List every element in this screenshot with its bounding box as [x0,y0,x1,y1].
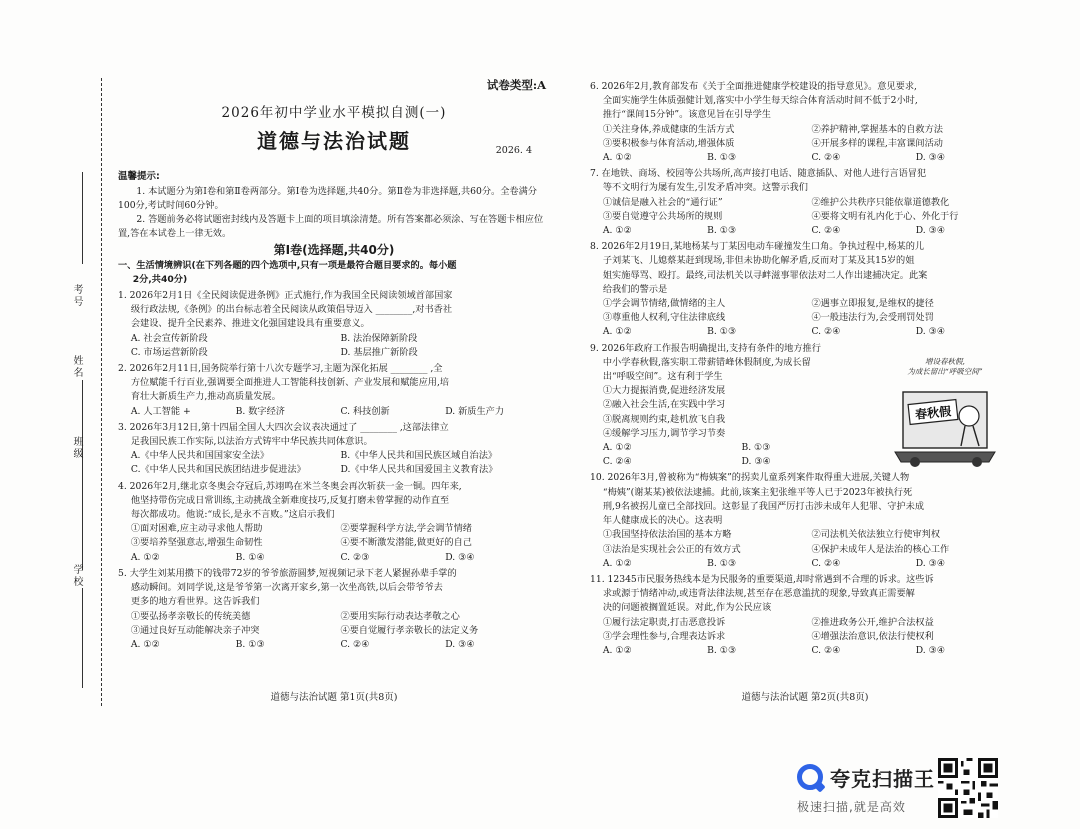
option-row [590,123,1020,137]
paper-type: 试卷类型:A [486,78,546,92]
option-row [118,449,550,463]
qr-code-icon [938,758,998,818]
option-row [590,557,1020,571]
question-item [590,471,1020,570]
answer-option: ④一般违法行为,会受刑罚处罚 [811,312,934,324]
option-row [590,384,880,398]
answer-option: C. ②④ [811,557,841,569]
answer-option: A. ①② [602,225,632,237]
question-stem-line: 足我国民族工作实际,以法治方式铸牢中华民族共同体意识。 [130,436,373,448]
page-footer-left: 道德与法治试题 第1页(共8页) [270,692,398,703]
answer-option: ②要用实际行动表达孝敬之心 [340,610,460,622]
answer-option: C. ②④ [602,456,632,468]
class-label: 班级 [71,436,82,460]
answer-option: A. ①② [602,152,632,164]
option-row [590,196,1020,210]
option-row [118,346,550,360]
answer-option: ③脱离规则约束,趁机放飞自我 [602,413,726,425]
answer-option: ④要将文明有礼内化于心、外化于行 [811,210,959,222]
answer-option: C. ②③ [340,551,370,563]
answer-option: ②推进政务公开,维护合法权益 [811,616,934,628]
question-stem-line: 推行“课间15分钟”。该意见旨在引导学生 [602,109,771,121]
exam-no-blank [82,172,83,264]
answer-option: B. ①③ [707,152,737,164]
question-item [590,573,1020,658]
question-stem-line: 给我们的警示是 [602,283,668,295]
answer-option: ①大力提振消费,促进经济发展 [602,385,726,397]
answer-option: ④开展多样的课程,丰富课间活动 [811,137,943,149]
option-row [590,543,1020,557]
question-stem-line: 年人健康成长的决心。这表明 [602,515,723,527]
question-item [118,289,550,360]
question-list-left [118,289,550,652]
answer-option: C. ②④ [811,152,841,164]
question-stem-line: 方位赋能千行百业,强调要全面推进人工智能科技创新、产业发展和赋能应用,培 [130,377,450,389]
question-stem-line: 刑,9名被拐儿童已全部找回。这彰显了我国严厉打击涉未成年人犯罪、守护未成 [602,500,925,512]
option-row [590,325,1020,339]
tip-item: 1. 本试题分为第Ⅰ卷和第Ⅱ卷两部分。第Ⅰ卷为选择题,共40分。第Ⅱ卷为非选择题,共60分。全卷满分100分,考试时间60分钟。 [118,185,537,211]
answer-option: B. ①③ [707,326,737,338]
option-row [118,332,550,346]
answer-option: ④要不断激发潜能,做更好的自己 [340,537,472,549]
question-item [590,240,1020,339]
scanner-logo-icon [797,764,823,790]
question-stem: 6. 2026年2月,教育部发布《关于全面推进健康学校建设的指导意见》。意见要求, [590,81,917,92]
exam-no-label: 考号 [71,284,82,308]
answer-option: D. ③④ [445,551,475,563]
option-row [590,398,880,412]
answer-option: ③法治是实现社会公正的有效方式 [602,543,741,555]
answer-option: A.《中华人民共和国国家安全法》 [130,450,270,462]
question-stem-line: 等不文明行为屡有发生,引发矛盾冲突。这警示我们 [602,182,808,194]
answer-option: B. ①③ [235,638,265,650]
tip-item: 2. 答题前务必将试题密封线内及答题卡上面的项目填涂清楚。所有答案都必须涂、写在答题卡相应位置,答在本试卷上一律无效。 [118,214,544,240]
answer-option: ③尊重他人权利,守住法律底线 [602,312,726,324]
answer-option: D. ③④ [915,644,946,656]
option-row [118,624,550,638]
question-stem-line: 他坚持带伤完成日常训练,主动挑战全新难度技巧,反复打磨未曾掌握的动作直至 [130,494,450,506]
answer-option: C. ②④ [811,326,841,338]
question-stem-line: 中小学春秋假,落实职工带薪错峰休假制度,为成长留 [602,356,811,368]
question-stem-line: 级行政法规,《条例》的出台标志着全民阅读从政策倡导迈入 ________,对书香社 [130,304,453,316]
option-row [590,630,1020,644]
question-item [118,421,550,478]
left-column [118,78,550,652]
option-row [118,638,550,652]
option-row [118,405,550,419]
page-footer-right: 道德与法治试题 第2页(共8页) [741,692,869,703]
section-points: 2分,共40分) [132,273,188,285]
question-stem-line: “梅姨”(谢某某)被依法逮捕。此前,该案主犯张维平等人已于2023年被执行死 [602,486,913,498]
answer-option: A. 社会宣传新阶段 [130,332,208,344]
answer-option: A. ①② [602,557,632,569]
answer-option: ①学会调节情绪,做情绪的主人 [602,298,726,310]
option-row [590,616,1020,630]
answer-option: A. ①② [130,551,160,563]
answer-option: B. ①③ [707,557,737,569]
answer-option: ④增强法治意识,依法行使权利 [811,630,934,642]
question-stem-line: 子刘某飞、儿媳蔡某赶到现场,非但未协助化解矛盾,反而对丁某及其15岁的姐 [602,255,915,267]
cartoon-caption-line: 增设春秋假, [925,357,965,366]
option-row [590,311,1020,325]
answer-option: D. ③④ [915,557,946,569]
question-item [118,362,550,419]
question-stem: 7. 在地铁、商场、校园等公共场所,高声接打电话、随意插队、对他人进行言语冒犯 [590,168,927,180]
scanner-brand: 夸克扫描王 [830,767,935,791]
answer-option: ③学会理性参与,合理表达诉求 [602,630,726,642]
answer-option: A. 人工智能 + [130,405,191,417]
option-row [590,151,1020,165]
question-stem: 10. 2026年3月,曾被称为“梅姨案”的拐卖儿童系列案件取得重大进展,关键人物 [590,472,910,484]
answer-option: ③通过良好互动能解决亲子冲突 [130,624,260,636]
answer-option: A. ①② [602,644,632,656]
answer-option: D. ③④ [445,638,475,650]
option-row [590,210,1020,224]
section-title: 一、生活情境辨识(在下列各题的四个选项中,只有一项是最符合题目要求的。每小题 [118,259,457,271]
question-item [118,480,550,565]
subject-row [118,129,550,160]
question-stem-line: 出“呼吸空间”。这有利于学生 [602,371,723,383]
question-stem-line: 会建设、提升全民素养、推进文化强国建设具有重要意义。 [130,318,370,330]
answer-option: B. ①③ [741,442,771,454]
option-row [118,463,550,477]
answer-option: D.《中华人民共和国爱国主义教育法》 [340,464,498,476]
scanner-slogan: 极速扫描,就是高效 [797,800,906,814]
cartoon-caption [880,357,1010,377]
answer-option: C. ②④ [811,225,841,237]
binding-cut-line [101,78,102,706]
question-stem-line: 姐实施辱骂、殴打。最终,司法机关以寻衅滋事罪依法对二人作出逮捕决定。此案 [602,269,928,281]
answer-option: B. 数字经济 [235,405,285,417]
question-item [118,567,550,652]
answer-option: ④要自觉履行孝亲敬长的法定义务 [340,624,479,636]
answer-option: ③要自觉遵守公共场所的规则 [602,210,723,222]
question-stem: 9. 2026年政府工作报告明确提出,支持有条件的地方推行 [590,342,821,354]
question-stem-line: 更多的地方看世界。这告诉我们 [130,596,260,608]
option-row [590,455,880,469]
answer-option: B. ①③ [707,225,737,237]
question-stem-line: 育壮大新质生产力,推动高质量发展。 [130,391,281,403]
answer-option: D. ③④ [915,152,946,164]
answer-option: C. ②④ [811,644,841,656]
option-row [118,551,550,565]
volume-title: 第Ⅰ卷(选择题,共40分) [273,243,395,258]
answer-option: A. ①② [130,638,160,650]
question-stem: 1. 2026年2月1日《全民阅读促进条例》正式施行,作为我国全民阅读领域首部国家 [118,290,453,302]
answer-option: ①要弘扬孝亲敬长的传统美德 [130,610,251,622]
answer-option: D. ③④ [915,326,946,338]
school-blank [82,588,83,688]
exam-title: 2026年初中学业水平模拟自测(一) [221,105,447,122]
answer-option: ④保护未成年人是法治的核心工作 [811,543,950,555]
answer-option: ①诚信是融入社会的“通行证” [602,196,723,208]
question-stem-line: 感动瞬间。刘同学说,这是爷爷第一次离开家乡,第一次坐高铁,以后会带爷爷去 [130,582,443,594]
question-stem: 2. 2026年2月11日,国务院举行第十八次专题学习,主题为深化拓展 ________ ,全 [118,363,443,375]
answer-option: ④缓解学习压力,调节学习节奏 [602,427,726,439]
question-item [590,80,1020,165]
answer-option: D. 基层推广新阶段 [340,346,418,358]
answer-option: ①关注身体,养成健康的生活方式 [602,123,735,135]
class-blank [82,458,83,570]
answer-option: C. ②④ [340,638,370,650]
answer-option: ①面对困难,应主动寻求他人帮助 [130,523,263,535]
answer-option: D. ③④ [915,225,946,237]
answer-option: B.《中华人民共和国民族区域自治法》 [340,450,498,462]
option-row [590,297,1020,311]
answer-option: ①履行法定职责,打击恶意投诉 [602,616,726,628]
option-row [590,137,1020,151]
subject-title: 道德与法治试题 [257,129,411,154]
option-row [590,528,1020,542]
question-item [590,167,1020,238]
option-row [590,413,880,427]
school-label: 学校 [71,564,82,588]
answer-option: D. ③④ [741,456,771,468]
question-stem: 5. 大学生刘某用攒下的钱带72岁的爷爷旅游圆梦,短视频记录下老人紧握孙辈手掌的 [118,567,457,579]
question-stem-line: 求或源于情绪冲动,或违背法律法规,甚至存在恶意滥扰的现象,导致真正需要解 [602,588,915,600]
option-row [590,644,1020,658]
answer-option: C.《中华人民共和国民族团结进步促进法》 [130,464,306,476]
exam-date: 2026. 4 [495,145,532,157]
svg-text:春秋假: 春秋假 [914,404,952,422]
answer-option: B. ①③ [707,644,737,656]
answer-option: A. ①② [602,442,632,454]
answer-option: B. 法治保障新阶段 [340,332,418,344]
answer-option: ①我国坚持依法治国的基本方略 [602,529,732,541]
question-stem-line: 决的问题被搁置延误。对此,作为公民应该 [602,602,772,614]
option-row [590,427,880,441]
answer-option: C. 科技创新 [340,405,390,417]
cartoon-caption-line: 为成长留出“呼吸空间” [907,367,983,376]
answer-option: ②养护精神,掌握基本的自救方法 [811,123,943,135]
option-row [118,536,550,550]
question-stem-line: 全面实施学生体质强健计划,落实中小学生每天综合体育活动时间不低于2小时, [602,95,918,107]
answer-option: ②遇事立即报复,是维权的捷径 [811,298,934,310]
tips-title: 温馨提示: [118,171,160,183]
answer-option: C. 市场运营新阶段 [130,346,208,358]
question-stem: 3. 2026年3月12日,第十四届全国人大四次会议表决通过了 ________ ,这部法律立 [118,421,449,433]
answer-option: ③要培养坚强意志,增强生命韧性 [130,537,263,549]
option-row [590,224,1020,238]
name-label: 姓名 [71,355,82,379]
answer-option: A. ①② [602,326,632,338]
answer-option: ②维护公共秩序只能依靠道德教化 [811,196,950,208]
option-row [118,522,550,536]
answer-option: ②融入社会生活,在实践中学习 [602,399,726,411]
answer-option: B. ①④ [235,551,265,563]
option-row [590,441,880,455]
answer-option: ③要积极参与体育活动,增强体质 [602,137,735,149]
question-stem-line: 每次都成功。他说:“成长,是永不言败。”这启示我们 [130,509,335,521]
question-stem: 4. 2026年2月,继北京冬奥会夺冠后,苏翊鸣在米兰冬奥会再次斩获一金一铜。四年来, [118,480,462,492]
answer-option: ②要掌握科学方法,学会调节情绪 [340,523,472,535]
answer-option: D. 新质生产力 [445,405,505,417]
question-stem: 11. 12345市民服务热线本是为民服务的重要渠道,却时常遇到不合理的诉求。这些诉 [590,573,934,585]
answer-option: ②司法机关依法独立行使审判权 [811,529,941,541]
question-stem: 8. 2026年2月19日,某地杨某与丁某因电动车碰撞发生口角。争执过程中,杨某的儿 [590,241,925,253]
option-row [118,610,550,624]
